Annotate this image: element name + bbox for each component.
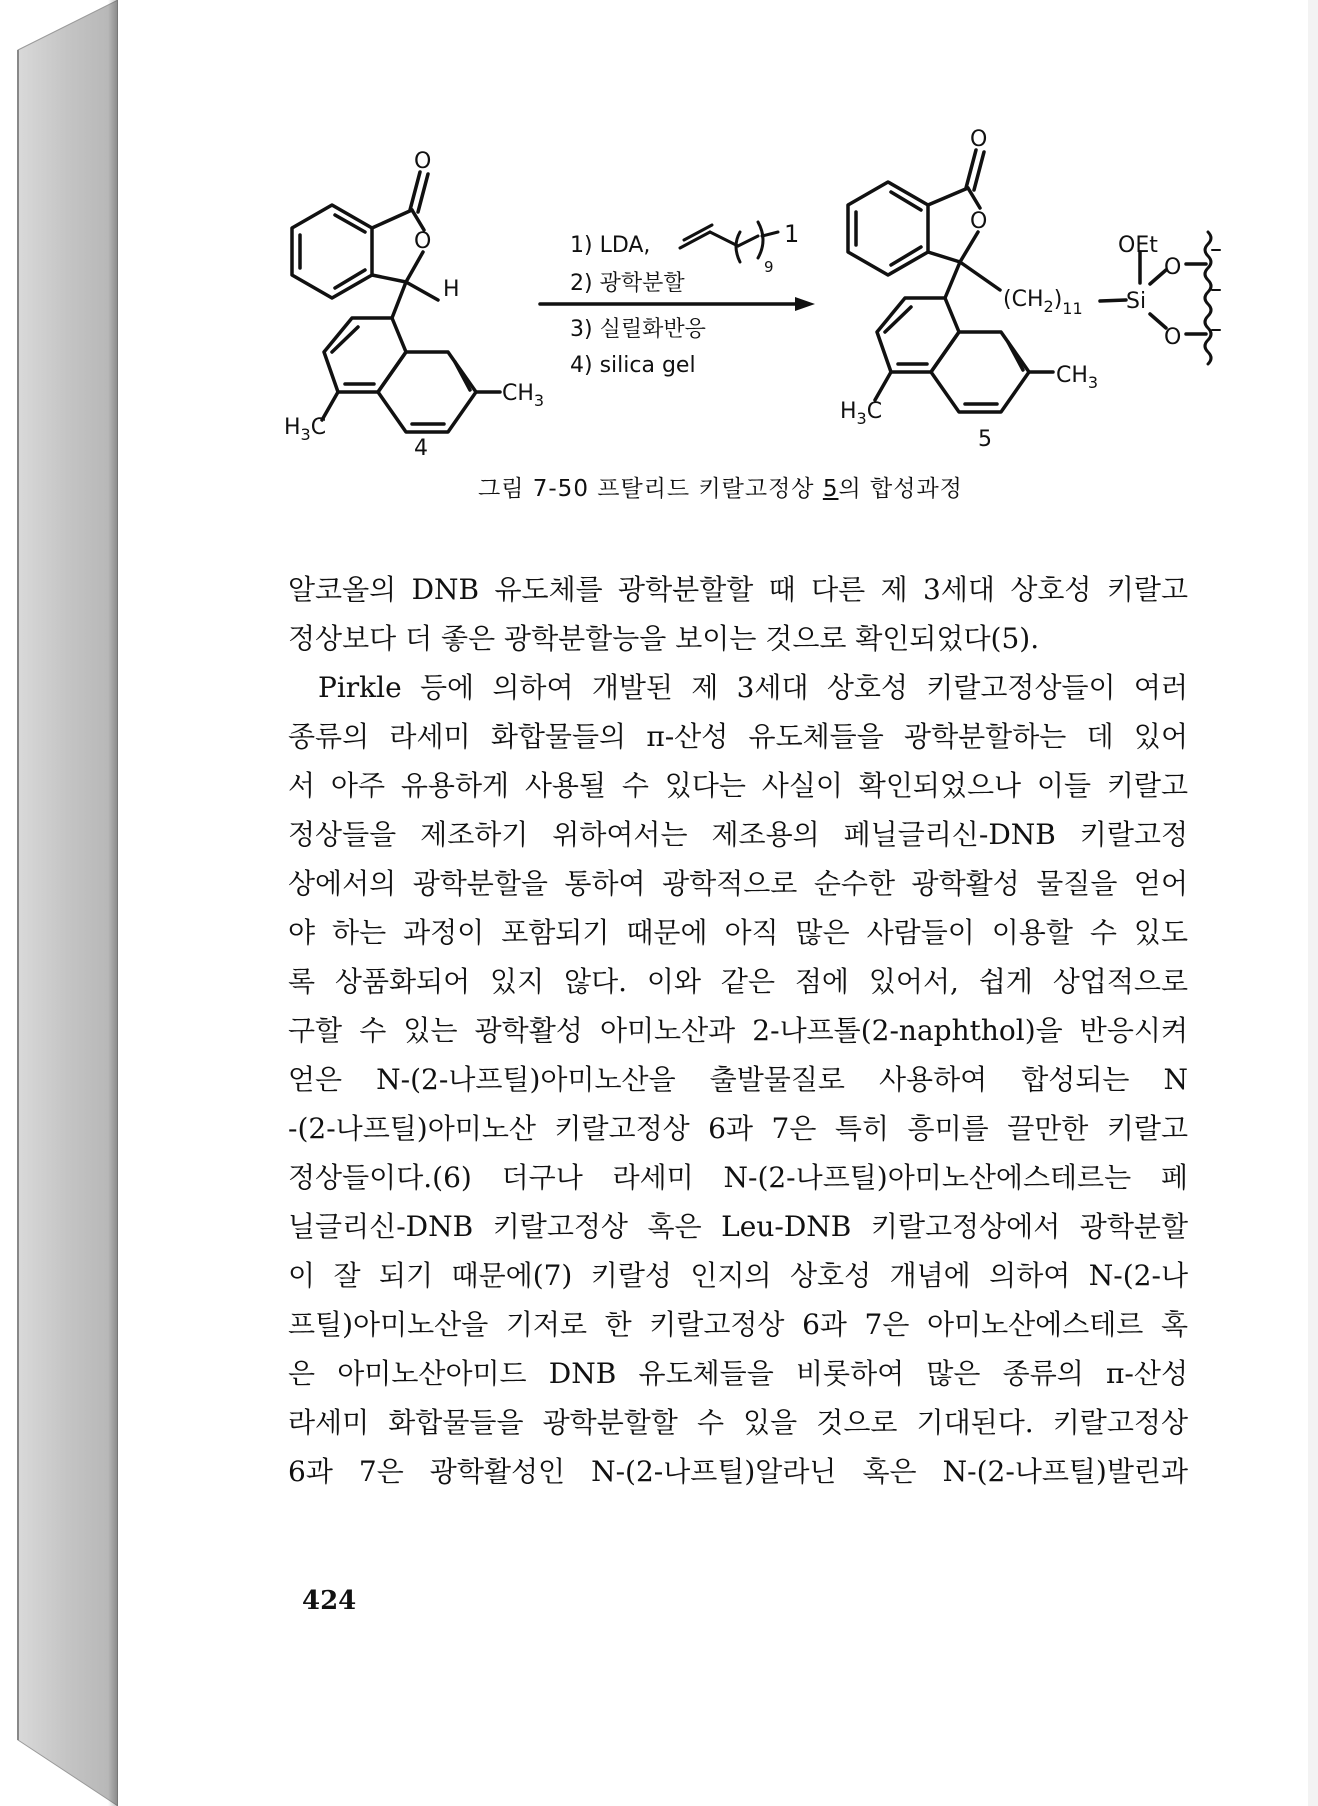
condition-step-1: 1) LDA,	[570, 233, 651, 258]
text-line: 닐글리신-DNB 키랄고정상 혹은 Leu-DNB 키랄고정상에서 광학분할	[288, 1210, 1188, 1243]
caption-number: 5	[822, 476, 839, 502]
reactant-ring-o: O	[414, 229, 432, 254]
condition-step-1-sub: 9	[764, 258, 774, 276]
text-line: 정상들을 제조하기 위하여서는 제조용의 페닐글리신-DNB 키랄고정	[288, 818, 1188, 851]
text-line: 은 아미노산아미드 DNB 유도체들을 비롯하여 많은 종류의 π-산성	[288, 1357, 1188, 1390]
caption-prefix: 그림 7-50 프탈리드 키랄고정상	[478, 476, 823, 502]
text-line: 프틸)아미노산을 기저로 한 키랄고정상 6과 7은 아미노산에스테르 혹	[288, 1308, 1188, 1341]
text-line: 6과 7은 광학활성인 N-(2-나프틸)알라닌 혹은 N-(2-나프틸)발린과	[288, 1455, 1188, 1488]
reactant-carbonyl-o: O	[414, 149, 432, 174]
text-line: 얻은 N-(2-나프틸)아미노산을 출발물질로 사용하여 합성되는 N	[288, 1063, 1188, 1096]
product-structure	[848, 150, 1220, 412]
product-o-top: O	[1164, 255, 1182, 280]
text-line: 정상들이다.(6) 더구나 라세미 N-(2-나프틸)아미노산에스테르는 페	[288, 1161, 1188, 1194]
text-line: 록 상품화되어 있지 않다. 이와 같은 점에 있어서, 쉽게 상업적으로	[288, 965, 1188, 998]
text-line: 종류의 라세미 화합물들의 π-산성 유도체들을 광학분할하는 데 있어	[288, 720, 1188, 753]
reactant-structure	[292, 172, 500, 432]
product-si: Si	[1126, 289, 1147, 314]
text-line: 서 아주 유용하게 사용될 수 있다는 사실이 확인되었으나 이들 키랄고	[288, 769, 1188, 802]
body-text	[288, 565, 1188, 1496]
text-line: 라세미 화합물들을 광학분할할 수 있을 것으로 기대된다. 키랄고정상	[288, 1406, 1188, 1439]
product-ch3-right: $CH_3$	[1056, 363, 1099, 392]
text-line: 정상보다 더 좋은 광학분할능을 보이는 것으로 확인되었다(5).	[288, 622, 1040, 655]
reactant-h-label: H	[443, 277, 460, 302]
text-line: -(2-나프틸)아미노산 키랄고정상 6과 7은 특히 흥미를 끌만한 키랄고	[288, 1112, 1188, 1145]
text-line: 야 하는 과정이 포함되기 때문에 아직 많은 사람들이 이용할 수 있도	[288, 916, 1188, 949]
product-compound-number: 5	[978, 427, 992, 452]
product-o-bottom: O	[1164, 325, 1182, 350]
text-line: 알코올의 DNB 유도체를 광학분할할 때 다른 제 3세대 상호성 키랄고	[288, 573, 1188, 606]
text-line: 구할 수 있는 광학활성 아미노산과 2-나프톨(2-naphthol)을 반응시켜	[288, 1014, 1188, 1047]
text-line: 상에서의 광학분할을 통하여 광학적으로 순수한 광학활성 물질을 얻어	[288, 867, 1188, 900]
text-line: 이 잘 되기 때문에(7) 키랄성 인지의 상호성 개념에 의하여 N-(2-나	[288, 1259, 1188, 1292]
text-line: Pirkle 등에 의하여 개발된 제 3세대 상호성 키랄고정상들이 여러	[318, 671, 1188, 704]
reactant-compound-number: 4	[414, 436, 428, 461]
product-oet: OEt	[1118, 233, 1158, 258]
product-chain: $(CH_2)_{11}$	[1003, 287, 1083, 318]
figure-caption	[478, 470, 963, 503]
reactant-ch3-right: $CH_3$	[502, 381, 545, 410]
product-carbonyl-o: O	[970, 127, 988, 152]
page-number: 424	[302, 1586, 357, 1616]
condition-step-1-suffix: 1	[784, 220, 800, 248]
condition-step-3: 3) 실릴화반응	[570, 317, 706, 342]
reactant-h3c-left: $H_3C$	[284, 415, 327, 444]
condition-step-2: 2) 광학분할	[570, 271, 685, 296]
caption-suffix: 의 합성과정	[838, 476, 963, 502]
product-h3c-left: $H_3C$	[840, 399, 883, 428]
product-ring-o: O	[970, 209, 988, 234]
alkene-chain-drawing	[680, 222, 778, 262]
condition-step-4: 4) silica gel	[570, 353, 696, 378]
reaction-scheme	[0, 0, 1318, 470]
